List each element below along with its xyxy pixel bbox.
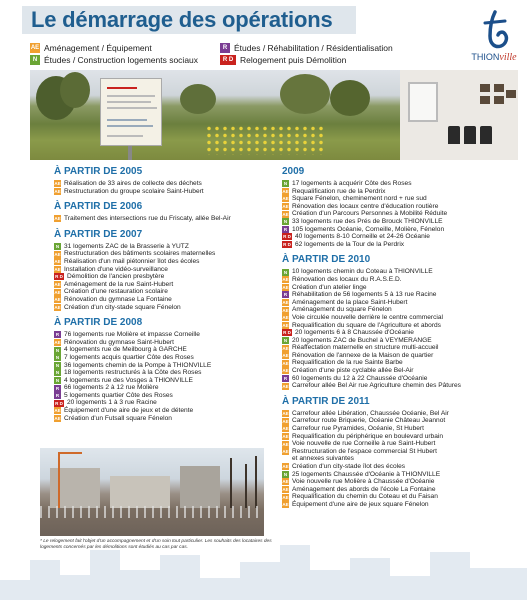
operation-text: Création d'un city-stade square Fénelon	[64, 303, 181, 311]
tag-rd: R D	[55, 400, 63, 406]
operation-text: Aménagement du square Fénelon	[292, 306, 392, 314]
tag-ae: AE	[282, 426, 289, 432]
operation-text: 18 logements restructurés à la Côte des Roses	[64, 369, 202, 377]
tag-ae: AE	[54, 340, 61, 346]
operation-text: 36 logements chemin de la Pompe à THIONVILLE	[64, 361, 212, 369]
legend-item-demolition	[220, 54, 346, 65]
operation-text: Création d'un Parcours Personnes à Mobilité Réduite	[292, 210, 448, 218]
operation-item	[54, 215, 286, 223]
operation-text: Requalification du square de l'Agriculture et abords	[292, 321, 441, 329]
operation-item	[282, 344, 522, 352]
tag-ae: AE	[282, 211, 289, 217]
operation-item	[54, 258, 286, 266]
operation-text: 76 logements rue Molière et impasse Corneille	[64, 331, 200, 339]
tag-n: N	[55, 362, 60, 368]
tag-ae: AE	[282, 383, 289, 389]
legend-item-rehabilitation	[220, 42, 393, 53]
tag-r: R	[55, 385, 60, 391]
operation-item	[54, 266, 286, 274]
timeline-right-column	[282, 166, 522, 515]
operation-item	[282, 486, 522, 494]
tag-r: R	[220, 43, 230, 53]
operation-text: Création d'une piste cyclable allée Bel-Air	[292, 367, 414, 375]
operation-item	[282, 299, 522, 307]
operation-text: 7 logements acquis quartier Côte des Roses	[64, 353, 194, 361]
tag-ae: AE	[282, 277, 289, 283]
tag-ae: AE	[54, 259, 61, 265]
operation-text: 66 logements 2 à 12 rue Molière	[64, 384, 159, 392]
operation-item	[282, 410, 522, 418]
operation-text: Rénovation de l'annexe de la Maison de quartier	[292, 351, 434, 359]
operation-item	[282, 203, 522, 211]
operation-text: Aménagement de la place Saint-Hubert	[292, 298, 408, 306]
tag-r: R	[283, 292, 288, 298]
operation-item	[282, 210, 522, 218]
tag-none	[282, 456, 289, 463]
operation-text: Restructuration de l'espace commercial St Hubert	[292, 447, 437, 455]
tag-ae: AE	[282, 315, 289, 321]
operation-text: Voie nouvelle rue Molière à Chaussée d'Océanie	[292, 478, 435, 486]
operation-text: Création d'un atelier linge	[292, 283, 367, 291]
operation-text: Restructuration des bâtiments scolaires maternelles	[64, 250, 216, 258]
operation-item	[282, 329, 522, 337]
tag-n: N	[30, 55, 40, 65]
operation-text: Voie circulée nouvelle derrière le centre commercial	[292, 313, 443, 321]
tag-ae: AE	[282, 307, 289, 313]
operation-text: 17 logements à acquérir Côte des Roses	[292, 180, 412, 187]
legend-label: Études / Construction logements sociaux	[44, 54, 199, 65]
tag-ae: AE	[54, 408, 61, 414]
tag-r: R	[283, 226, 288, 232]
operation-item	[282, 382, 522, 390]
operation-text: 20 logements 6 à 8 Chaussée d'Océanie	[295, 329, 414, 337]
operation-item	[54, 250, 286, 258]
operation-item	[282, 218, 522, 226]
operation-item	[54, 346, 286, 354]
title-banner	[22, 6, 356, 34]
operation-item	[54, 377, 286, 385]
header-photos	[30, 70, 518, 160]
operation-text: Traitement des intersections rue du Friscaty, allée Bel-Air	[64, 215, 231, 223]
section-title: À PARTIR DE 2008	[54, 317, 143, 329]
operation-text: 105 logements Océanie, Corneille, Molière, Fénelon	[292, 225, 445, 233]
operation-text: 31 logements ZAC de la Brasserie à YUTZ	[64, 242, 189, 250]
operation-item	[54, 281, 286, 289]
operation-item	[54, 273, 286, 281]
operation-item	[282, 463, 522, 471]
tag-ae: AE	[54, 282, 61, 288]
tag-ae: AE	[282, 418, 289, 424]
photo-construction-site-sign	[30, 70, 400, 160]
tag-ae: AE	[282, 322, 289, 328]
operation-text: 33 logements rue des Prés de Brouck THIONVILLE	[292, 217, 443, 225]
operation-item	[282, 322, 522, 330]
tag-ae: AE	[282, 411, 289, 417]
operation-item	[282, 314, 522, 322]
operation-text: Réalisation d'un mail piétonnier îlot des écoles	[64, 257, 200, 265]
operation-item	[282, 195, 522, 203]
tag-ae: AE	[282, 360, 289, 366]
operation-text: Rénovation du gymnase Saint-Hubert	[64, 338, 174, 346]
tag-ae: AE	[282, 353, 289, 359]
operation-text: 20 logements ZAC de Buchel à VEYMERANGE	[292, 336, 432, 344]
operation-item	[54, 188, 286, 196]
tag-ae: AE	[282, 196, 289, 202]
operation-item	[54, 369, 286, 377]
section-title: À PARTIR DE 2010	[282, 254, 371, 266]
section-partir-de-2005	[54, 166, 286, 195]
tag-ae: AE	[54, 415, 61, 421]
tag-ae: AE	[54, 216, 61, 222]
operation-text: Requalification de la rue Sainte Barbe	[292, 359, 403, 367]
tag-ae: AE	[282, 300, 289, 306]
tag-ae: AE	[282, 449, 289, 455]
tag-ae: AE	[282, 368, 289, 374]
operation-text: Réalisation de 33 aires de collecte des déchets	[64, 180, 202, 187]
tag-n: N	[283, 181, 288, 187]
tag-ae: AE	[282, 487, 289, 493]
operation-text: 40 logements 8-10 Corneille et 24-26 Océanie	[295, 233, 430, 241]
operation-item	[54, 331, 286, 339]
operation-text: Création d'un Futsall square Fénelon	[64, 414, 172, 422]
operation-item	[282, 284, 522, 292]
operation-item	[54, 407, 286, 415]
operation-text: 60 logements du 12 à 22 Chaussée d'Océanie	[292, 374, 428, 382]
tag-ae: AE	[282, 464, 289, 470]
timeline-left-column	[54, 166, 286, 428]
tag-ae: AE	[282, 494, 289, 500]
tag-ae: AE	[54, 251, 61, 257]
operation-item	[282, 226, 522, 234]
operation-text: 10 logements chemin du Coteau à THIONVILLE	[292, 268, 433, 276]
operation-item	[282, 180, 522, 188]
tag-rd: R D	[283, 242, 291, 248]
tag-n: N	[283, 219, 288, 225]
legend-item-amenagement	[30, 42, 152, 53]
tag-ae: AE	[54, 188, 61, 194]
operation-item	[54, 243, 286, 251]
tag-n: N	[55, 370, 60, 376]
operation-text: Aménagement de la rue Saint-Hubert	[64, 280, 174, 288]
tag-n: N	[55, 347, 60, 353]
operation-text: 25 logements Chaussée d'Océanie à THIONVILLE	[292, 470, 441, 478]
tag-ae: AE	[54, 304, 61, 310]
operation-text: 4 logements rue de Meilbourg à GARCHE	[64, 346, 187, 354]
tag-n: N	[283, 337, 288, 343]
operation-text: Carrefour allée Libération, Chaussée Océanie, Bel Air	[292, 409, 449, 417]
thionville-logo	[467, 10, 521, 66]
operation-text: 62 logements de la Tour de la Perdrix	[295, 240, 405, 248]
operation-item	[282, 493, 522, 501]
section-title: 2009	[282, 166, 305, 177]
operation-text: Carrefour allée Bel Air rue Agriculture chemin des Pâtures	[292, 382, 461, 390]
section-partir-de-2011	[282, 396, 522, 509]
operation-item	[282, 425, 522, 433]
section-partir-de-2008	[54, 317, 286, 422]
operation-text: Requalification rue de la Perdrix	[292, 187, 386, 195]
tag-ae: AE	[54, 181, 61, 187]
section-2009	[282, 166, 522, 248]
tag-n: N	[55, 355, 60, 361]
operation-text: Rénovation du gymnase La Fontaine	[64, 295, 172, 303]
operation-item	[54, 384, 286, 392]
operation-item	[282, 276, 522, 284]
operation-item	[282, 352, 522, 360]
operation-text: 20 logements 1 à 3 rue Racine	[67, 399, 157, 407]
skyline-decoration	[0, 540, 527, 600]
tag-n: N	[55, 377, 60, 383]
tag-r: R	[55, 332, 60, 338]
tag-rd: R D	[283, 330, 291, 336]
operation-item	[54, 415, 286, 423]
operation-item	[282, 337, 522, 345]
operation-item	[54, 354, 286, 362]
page-title: Le démarrage des opérations	[31, 7, 333, 32]
legend-label: Relogement puis Démolition	[240, 54, 347, 65]
operation-text: Rénovation des locaux du R.A.S.E.D.	[292, 275, 402, 283]
photo-works-site	[40, 448, 264, 536]
operation-item	[282, 306, 522, 314]
operation-text: Équipement d'une aire de jeux et de détente	[64, 407, 194, 415]
tag-ae: AE	[282, 204, 289, 210]
tag-n: N	[55, 244, 60, 250]
operation-text: Rénovation des locaux centre d'éducation routière	[292, 202, 439, 210]
thionville-logo-icon	[481, 10, 511, 50]
section-title: À PARTIR DE 2011	[282, 395, 370, 407]
operation-text: Restructuration du groupe scolaire Saint-Hubert	[64, 187, 204, 195]
legend-label: Aménagement / Équipement	[44, 42, 152, 53]
tag-ae: AE	[30, 44, 40, 51]
legend-item-construction	[30, 54, 198, 65]
operation-item	[54, 392, 286, 400]
photo-meeting-room	[400, 70, 518, 160]
legend-label: Études / Réhabilitation / Résidentialisation	[234, 42, 393, 53]
tag-ae: AE	[54, 297, 61, 303]
operation-item	[282, 241, 522, 249]
operation-item	[282, 501, 522, 509]
operation-text: Aménagement des abords de l'école La Fontaine	[292, 485, 436, 493]
tag-ae: AE	[54, 266, 61, 272]
operation-text: 5 logements quartier Côte des Roses	[64, 391, 173, 399]
tag-rd: R D	[55, 274, 63, 280]
operation-item	[54, 304, 286, 312]
operation-item	[282, 268, 522, 276]
operation-item	[282, 375, 522, 383]
operation-item	[54, 339, 286, 347]
tag-ae: AE	[282, 479, 289, 485]
tag-r: R	[55, 393, 60, 399]
operation-text: Réaffectation maternelle en structure multi-accueil	[292, 344, 439, 352]
logo-wordmark: THIONville	[471, 52, 517, 63]
operation-text: Square Fénelon, cheminement nord + rue sud	[292, 195, 427, 203]
operation-item	[54, 362, 286, 370]
operation-item	[54, 180, 286, 188]
operation-item	[282, 188, 522, 196]
tag-rd: R D	[283, 234, 291, 240]
operation-text: et annexes suivantes	[292, 455, 354, 463]
section-title: À PARTIR DE 2007	[54, 228, 143, 240]
operation-text: Équipement d'une aire de jeux square Fénelon	[292, 500, 429, 508]
operation-item	[282, 433, 522, 441]
operation-text: Réhabilitation de 56 logements 5 à 13 rue Racine	[292, 291, 437, 299]
operation-text: Carrefour rue Pyramides, Océanie, St Hubert	[292, 425, 424, 433]
tag-ae: AE	[282, 284, 289, 290]
operation-item	[282, 448, 522, 456]
operation-item	[282, 417, 522, 425]
tag-n: N	[283, 269, 288, 275]
tag-r: R	[283, 375, 288, 381]
operation-text: Carrefour route Briquerie, Océanie Château Jeannot	[292, 417, 446, 425]
section-partir-de-2010	[282, 254, 522, 390]
section-partir-de-2007	[54, 229, 286, 311]
operation-text: 4 logements rue des Vosges à THIONVILLE	[64, 376, 193, 384]
tag-ae: AE	[54, 289, 61, 295]
tag-n: N	[283, 471, 288, 477]
operation-item	[54, 399, 286, 407]
tag-ae: AE	[282, 188, 289, 194]
operation-text: Requalification du périphérique en boulevard urbain	[292, 432, 444, 440]
tag-ae: AE	[282, 345, 289, 351]
operation-item	[282, 471, 522, 479]
tag-ae: AE	[282, 441, 289, 447]
operation-text: Voie nouvelle de rue Corneille à rue Saint-Hubert	[292, 440, 436, 448]
section-title: À PARTIR DE 2005	[54, 166, 143, 177]
operation-text: Requalification du chemin du Coteau et du Faisan	[292, 493, 438, 501]
operation-item	[282, 233, 522, 241]
operation-text: Création d'un city-stade îlot des écoles	[292, 463, 406, 470]
footnote: * Le relogement fait l'objet d'un accompagnement et d'un soin tout particulier. Les souhaits des locataires des logements concernés par les démolitions sont étudiés au cas par cas.	[40, 539, 272, 550]
project-sign	[100, 78, 162, 146]
operation-item	[282, 367, 522, 375]
operation-item	[282, 478, 522, 486]
operation-text: Installation d'une vidéo-surveillance	[64, 265, 168, 273]
tag-rd: R D	[220, 55, 236, 65]
tag-ae: AE	[282, 433, 289, 439]
operation-item	[54, 296, 286, 304]
section-title: À PARTIR DE 2006	[54, 201, 143, 213]
operation-item	[282, 359, 522, 367]
operation-item	[282, 455, 522, 463]
operation-text: Démolition de l'ancien presbytère	[67, 273, 165, 281]
operation-text: Création d'une restauration scolaire	[64, 288, 168, 296]
section-partir-de-2006	[54, 201, 286, 223]
tag-ae: AE	[282, 502, 289, 508]
operation-item	[54, 288, 286, 296]
operation-item	[282, 440, 522, 448]
operation-item	[282, 291, 522, 299]
